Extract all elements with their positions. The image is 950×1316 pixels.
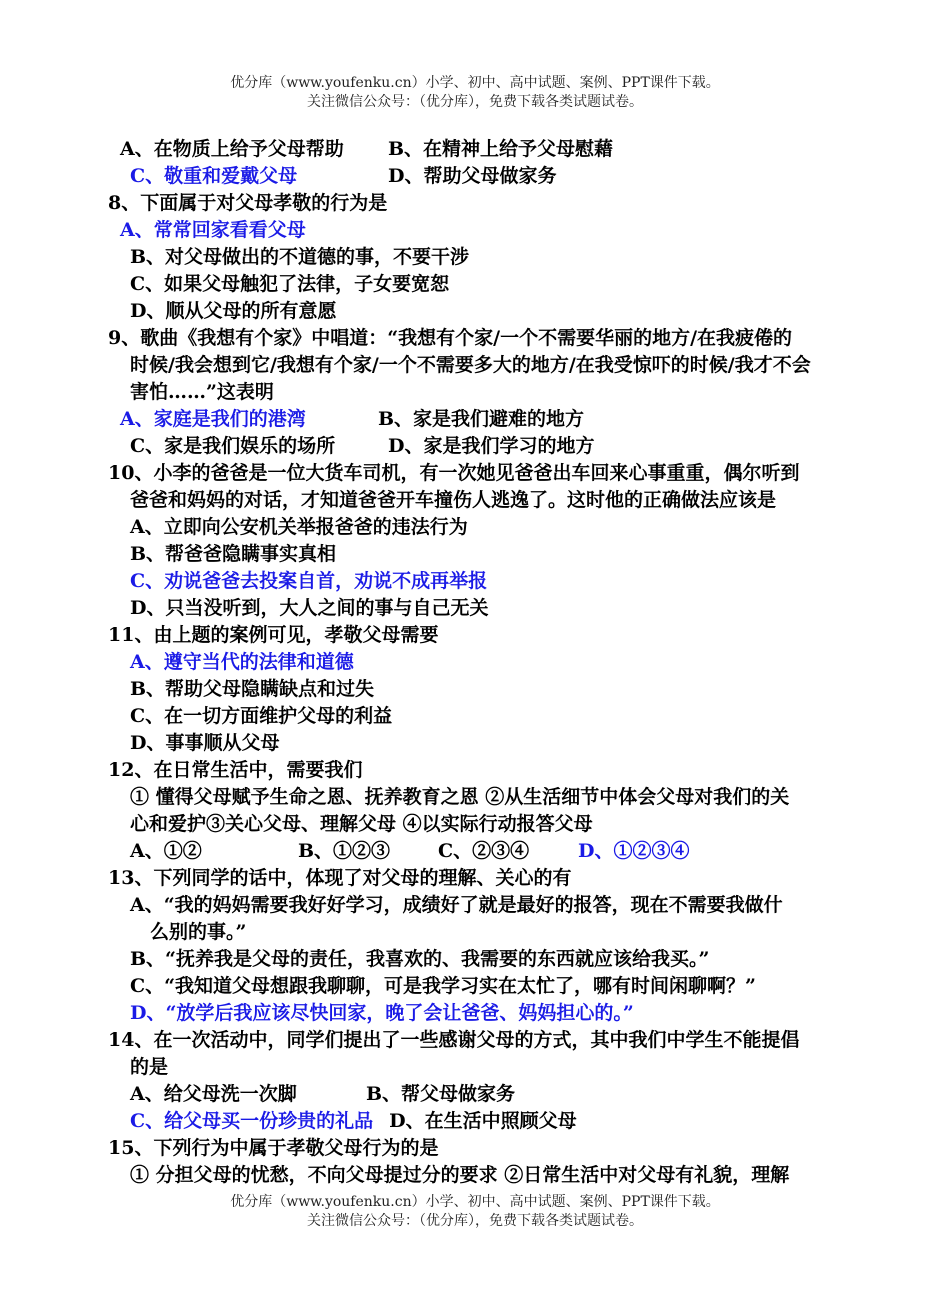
q9-stem-line-3: 害怕……”这表明	[130, 381, 274, 403]
q10-option-b: B、帮爸爸隐瞒事实真相	[130, 543, 337, 565]
q14-row-ab	[108, 1081, 868, 1108]
q12-stem: 12、在日常生活中，需要我们	[108, 759, 363, 781]
header-line-1: 优分库（www.youfenku.cn）小学、初中、高中试题、案例、PPT课件下载。	[230, 75, 720, 91]
q15-body-line-1: ① 分担父母的忧愁，不向父母提过分的要求 ②日常生活中对父母有礼貌，理解	[130, 1164, 790, 1186]
q13-option-d-answer: D、“放学后我应该尽快回家，晚了会让爸爸、妈妈担心的。”	[130, 1002, 634, 1024]
q9-stem-line-2: 时候/我会想到它/我想有个家/一个不需要多大的地方/在我受惊吓的时候/我才不会	[130, 354, 811, 376]
q10-option-d: D、只当没听到，大人之间的事与自己无关	[130, 597, 489, 619]
q12-options-row	[108, 838, 868, 865]
q11-option-c: C、在一切方面维护父母的利益	[130, 705, 393, 727]
q9-option-a-answer: A、家庭是我们的港湾	[120, 408, 306, 430]
q7-option-d: D、帮助父母做家务	[388, 165, 557, 187]
q8-option-a-answer: A、常常回家看看父母	[120, 219, 306, 241]
q8-option-b: B、对父母做出的不道德的事，不要干涉	[130, 246, 470, 268]
q10-option-a: A、立即向公安机关举报爸爸的违法行为	[130, 516, 468, 538]
q10-stem-line-1: 10、小李的爸爸是一位大货车司机，有一次她见爸爸出车回来心事重重，偶尔听到	[108, 462, 800, 484]
q14-row-cd	[108, 1108, 868, 1135]
q15-stem: 15、下列行为中属于孝敬父母行为的是	[108, 1137, 439, 1159]
q13-option-b: B、“抚养我是父母的责任，我喜欢的、我需要的东西就应该给我买。”	[130, 948, 710, 970]
q10-stem-line-2: 爸爸和妈妈的对话，才知道爸爸开车撞伤人逃逸了。这时他的正确做法应该是	[130, 489, 777, 511]
q13-option-a-line-2: 么别的事。”	[150, 921, 247, 943]
q11-option-d: D、事事顺从父母	[130, 732, 280, 754]
q7-option-a: A、在物质上给予父母帮助	[120, 138, 344, 160]
q14-option-d: D、在生活中照顾父母	[389, 1110, 577, 1132]
q12-body-line-1: ① 懂得父母赋予生命之恩、抚养教育之恩 ②从生活细节中体会父母对我们的关	[130, 786, 790, 808]
q9-option-d: D、家是我们学习的地方	[388, 435, 595, 457]
q12-option-d-answer: D、①②③④	[578, 840, 690, 862]
q9-row-ab	[108, 406, 868, 433]
footer-line-1: 优分库（www.youfenku.cn）小学、初中、高中试题、案例、PPT课件下载。	[230, 1194, 720, 1210]
page-header	[0, 74, 950, 112]
q12-body-line-2: 心和爱护③关心父母、理解父母 ④以实际行动报答父母	[130, 813, 593, 835]
q8-option-d: D、顺从父母的所有意愿	[130, 300, 337, 322]
q8-option-c: C、如果父母触犯了法律，子女要宽恕	[130, 273, 450, 295]
q11-option-a-answer: A、遵守当代的法律和道德	[130, 651, 354, 673]
q13-option-a-line-1: A、“我的妈妈需要我好好学习，成绩好了就是最好的报答，现在不需要我做什	[130, 894, 783, 916]
q14-option-a: A、给父母洗一次脚	[130, 1083, 297, 1105]
q7-option-c-answer: C、敬重和爱戴父母	[130, 165, 298, 187]
q12-option-c: C、②③④	[438, 840, 530, 862]
q9-row-cd	[108, 433, 868, 460]
q14-stem-line-2: 的是	[130, 1056, 169, 1078]
q7-row-cd	[108, 163, 868, 190]
header-line-2: 关注微信公众号：（优分库），免费下载各类试题试卷。	[307, 94, 643, 110]
q7-row-ab	[108, 136, 868, 163]
q14-option-b: B、帮父母做家务	[366, 1083, 516, 1105]
q12-option-b: B、①②③	[298, 840, 391, 862]
q9-option-c: C、家是我们娱乐的场所	[130, 435, 336, 457]
q11-option-b: B、帮助父母隐瞒缺点和过失	[130, 678, 375, 700]
footer-line-2: 关注微信公众号：（优分库），免费下载各类试题试卷。	[307, 1213, 643, 1229]
q13-option-c: C、“我知道父母想跟我聊聊，可是我学习实在太忙了，哪有时间闲聊啊？”	[130, 975, 756, 997]
q13-stem: 13、下列同学的话中，体现了对父母的理解、关心的有	[108, 867, 572, 889]
question-list	[108, 136, 868, 1189]
page-footer	[0, 1193, 950, 1231]
q12-option-a: A、①②	[130, 840, 202, 862]
q11-stem: 11、由上题的案例可见，孝敬父母需要	[108, 624, 439, 646]
q8-stem: 8、下面属于对父母孝敬的行为是	[108, 192, 388, 214]
q14-stem-line-1: 14、在一次活动中，同学们提出了一些感谢父母的方式，其中我们中学生不能提倡	[108, 1029, 800, 1051]
q10-option-c-answer: C、劝说爸爸去投案自首，劝说不成再举报	[130, 570, 488, 592]
q7-option-b: B、在精神上给予父母慰藉	[388, 138, 614, 160]
q9-option-b: B、家是我们避难的地方	[378, 408, 585, 430]
q9-stem-line-1: 9、歌曲《我想有个家》中唱道：“我想有个家/一个不需要华丽的地方/在我疲倦的	[108, 327, 793, 349]
q14-option-c-answer: C、给父母买一份珍贵的礼品	[130, 1110, 374, 1132]
